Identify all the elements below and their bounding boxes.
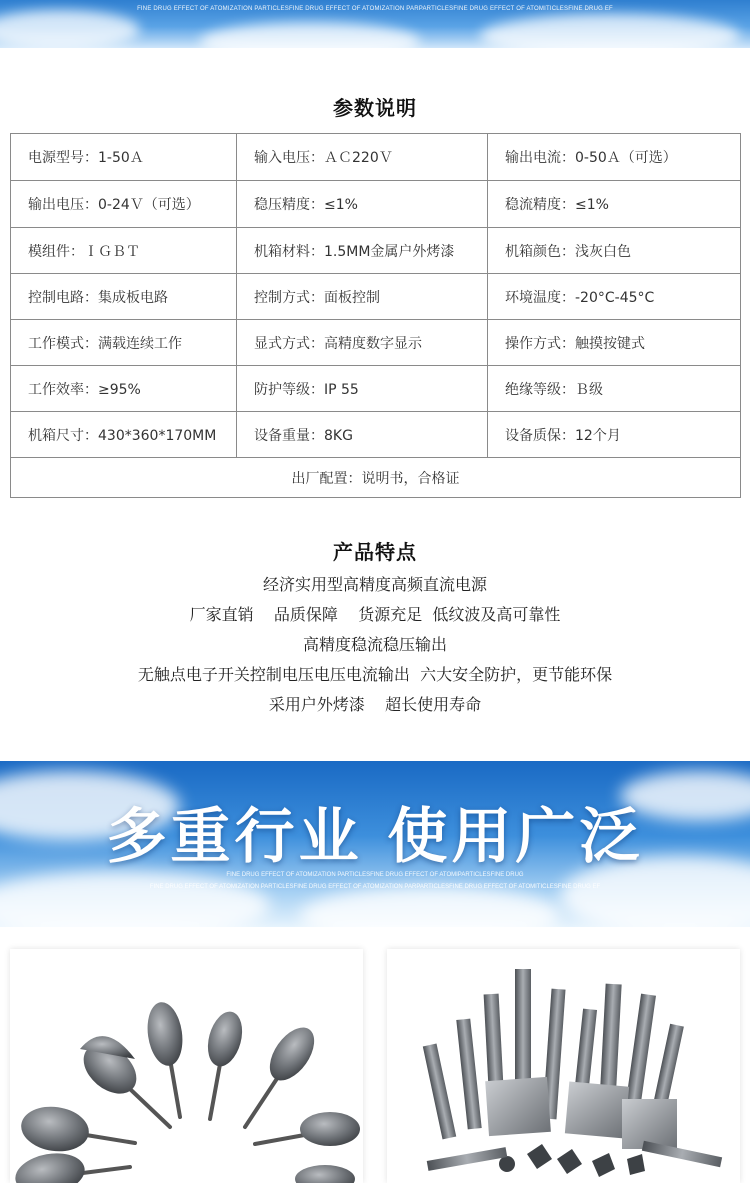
spec-cell: 机箱材料：1.5MM金属户外烤漆 bbox=[237, 228, 488, 274]
spec-cell: 输出电压：0-24Ｖ（可选） bbox=[11, 181, 237, 228]
spec-cell: 工作模式：满载连续工作 bbox=[11, 320, 237, 366]
feature-line: 厂家直销 品质保障 货源充足 低纹波及高可靠性 bbox=[189, 605, 561, 624]
industry-banner bbox=[0, 761, 750, 927]
features-list bbox=[0, 570, 750, 720]
top-banner bbox=[0, 0, 750, 48]
feature-line: 采用户外烤漆 超长使用寿命 bbox=[268, 695, 482, 714]
spec-footer-cell: 出厂配置：说明书，合格证 bbox=[11, 458, 741, 498]
spec-row bbox=[11, 320, 741, 366]
spec-cell: 机箱尺寸：430*360*170MM bbox=[11, 412, 237, 458]
spec-cell: 输出电流：0-50Ａ（可选） bbox=[488, 134, 741, 181]
spec-cell: 操作方式：触摸按键式 bbox=[488, 320, 741, 366]
industry-headline: 多重行业 使用广泛 bbox=[106, 802, 644, 872]
spec-table bbox=[10, 133, 741, 498]
spec-cell: 机箱颜色：浅灰白色 bbox=[488, 228, 741, 274]
params-title: 参数说明 bbox=[333, 96, 417, 120]
spec-cell: 输入电压：ＡＣ220Ｖ bbox=[237, 134, 488, 181]
spec-row bbox=[11, 228, 741, 274]
spec-row bbox=[11, 412, 741, 458]
spec-cell: 电源型号：1-50Ａ bbox=[11, 134, 237, 181]
spec-cell: 控制方式：面板控制 bbox=[237, 274, 488, 320]
spec-cell: 控制电路：集成板电路 bbox=[11, 274, 237, 320]
feature-line: 无触点电子开关控制电压电压电流输出 六大安全防护，更节能环保 bbox=[137, 665, 613, 684]
spec-row bbox=[11, 366, 741, 412]
feature-line: 经济实用型高精度高频直流电源 bbox=[262, 575, 487, 594]
banner-fineprint: FINE DRUG EFFECT OF ATOMIZATION PARTICLESFINE DRUG EFFECT OF ATOMIZATION PARPARTICLESFINE DRUG EFFECT OF ATOMITICLESFINE DRUG EF bbox=[137, 6, 613, 12]
industry-fineprint-2: FINE DRUG EFFECT OF ATOMIZATION PARTICLESFINE DRUG EFFECT OF ATOMIZATION PARPARTICLESFINE DRUG EFFECT OF ATOMITICLESFINE DRUG EF bbox=[149, 884, 601, 890]
spec-row bbox=[11, 134, 741, 181]
spec-cell: 稳流精度：≤1% bbox=[488, 181, 741, 228]
feature-line: 高精度稳流稳压输出 bbox=[302, 635, 447, 654]
spec-cell: 显式方式：高精度数字显示 bbox=[237, 320, 488, 366]
spec-cell: 设备质保：12个月 bbox=[488, 412, 741, 458]
carbide-cutting-tools-icon bbox=[387, 949, 740, 1183]
spec-row bbox=[11, 274, 741, 320]
industry-fineprint-1: FINE DRUG EFFECT OF ATOMIZATION PARTICLESFINE DRUG EFFECT OF ATOMIPARTICLESFINE DRUG bbox=[226, 872, 524, 878]
features-title: 产品特点 bbox=[333, 540, 417, 564]
spec-footer-row bbox=[11, 458, 741, 498]
spec-cell: 模组件：ＩＧＢＴ bbox=[11, 228, 237, 274]
spec-cell: 工作效率：≥95% bbox=[11, 366, 237, 412]
grinding-heads-icon bbox=[10, 949, 363, 1183]
spec-row bbox=[11, 181, 741, 228]
spec-cell: 设备重量：8KG bbox=[237, 412, 488, 458]
spec-cell: 稳压精度：≤1% bbox=[237, 181, 488, 228]
spec-cell: 绝缘等级：Ｂ级 bbox=[488, 366, 741, 412]
spec-cell: 防护等级：IP 55 bbox=[237, 366, 488, 412]
spec-cell: 环境温度：-20°C-45°C bbox=[488, 274, 741, 320]
